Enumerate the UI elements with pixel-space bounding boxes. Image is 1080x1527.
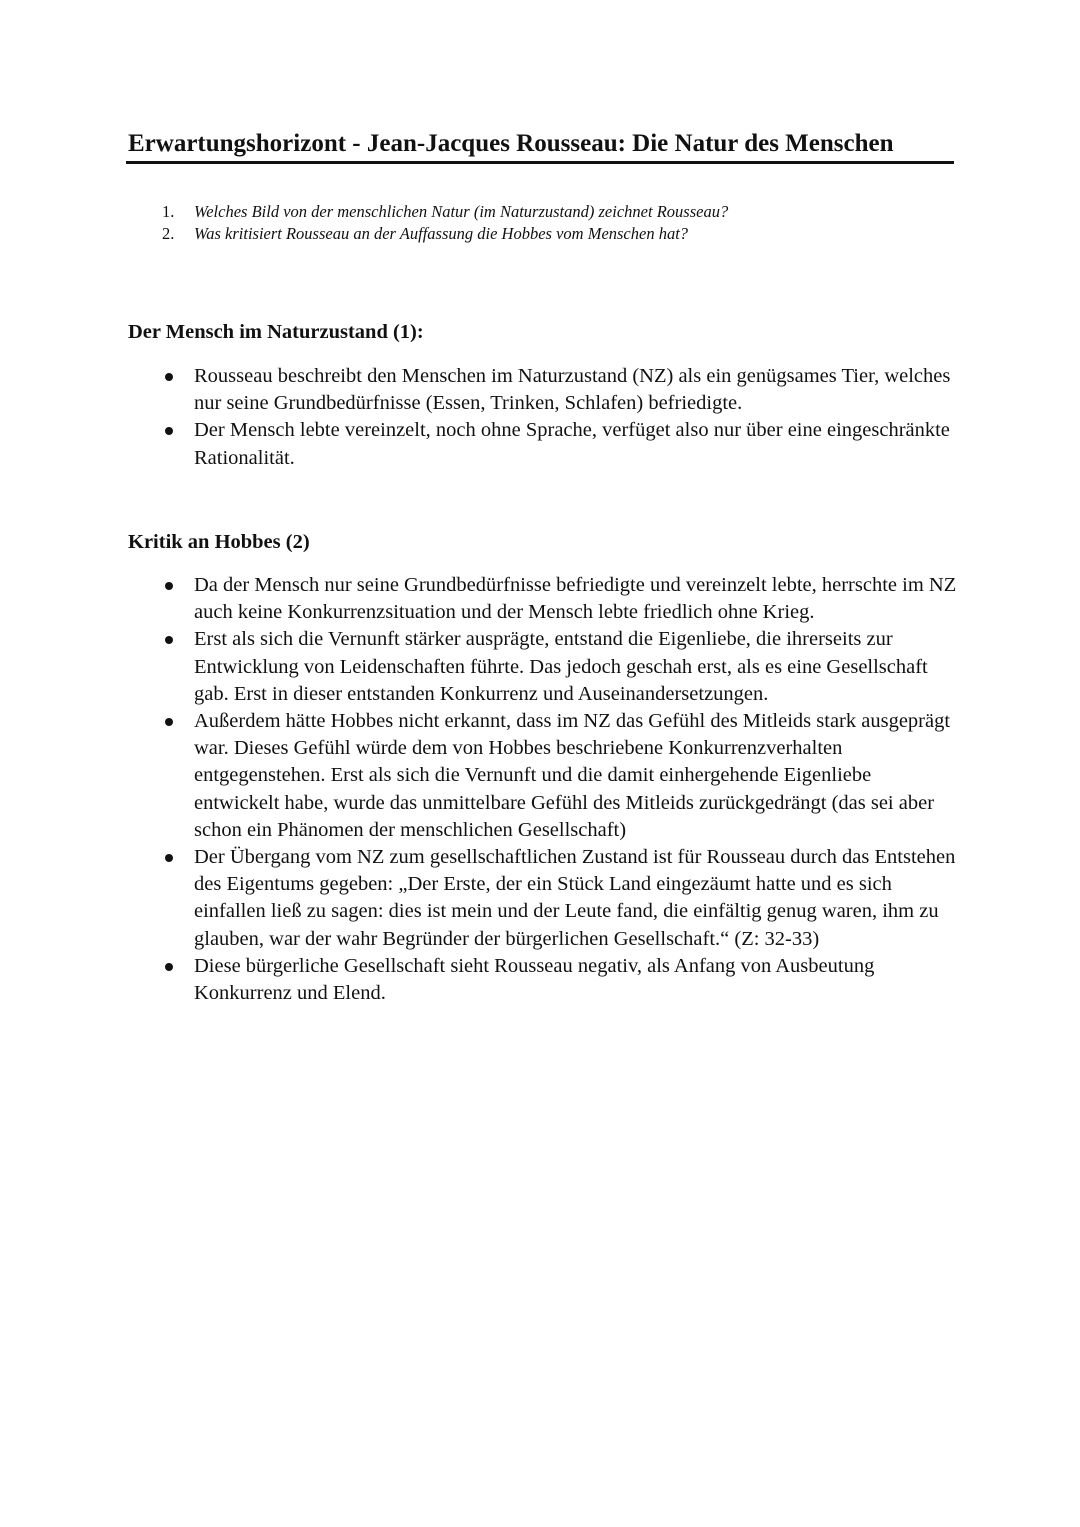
bullet-text: Außerdem hätte Hobbes nicht erkannt, dass im NZ das Gefühl des Mitleids stark ausgeprägt war. Dieses Gefühl würde dem von Hobbes beschriebene Konkurrenzverhalten entgegenstehen. Erst als sich die Vernunft und die damit einhergehende Eigenliebe entwickelt habe, wurde das unmittelbare Gefühl des Mitleids zurückgedrängt (das sei aber schon ein Phänomen der menschlichen Gesellschaft) (194, 710, 951, 841)
bullet-text: Diese bürgerliche Gesellschaft sieht Rousseau negativ, als Anfang von Ausbeutung Konkurrenz und Elend. (194, 954, 875, 1005)
bullet-item (128, 572, 958, 626)
bullet-icon (165, 963, 173, 971)
bullet-item (128, 363, 958, 417)
title-underline (126, 161, 954, 164)
bullet-text: Rousseau beschreibt den Menschen im Naturzustand (NZ) als ein genügsames Tier, welches nur seine Grundbedürfnisse (Essen, Trinken, Schlafen) befriedigte. (194, 365, 951, 415)
section-heading-naturzustand: Der Mensch im Naturzustand (1): (128, 321, 424, 343)
bullet-icon (165, 854, 173, 862)
bullet-icon (165, 373, 173, 381)
question-text: Welches Bild von der menschlichen Natur (im Naturzustand) zeichnet Rousseau? (194, 202, 729, 221)
section-bullets-naturzustand (128, 363, 958, 472)
bullet-text: Erst als sich die Vernunft stärker ausprägte, entstand die Eigenliebe, die ihrerseits zur Entwicklung von Leidenschaften führte. Das jedoch geschah erst, als es eine Gesellschaft gab. Erst in dieser entstanden Konkurrenz und Auseinandersetzungen. (194, 628, 928, 705)
bullet-icon (165, 636, 173, 644)
bullet-text: Der Mensch lebte vereinzelt, noch ohne Sprache, verfüget also nur über eine eingeschränkte Rationalität. (194, 419, 950, 469)
bullet-item (128, 708, 958, 844)
bullet-item (128, 417, 958, 471)
bullet-text: Da der Mensch nur seine Grundbedürfnisse befriedigte und vereinzelt lebte, herrschte im NZ auch keine Konkurrenzsituation und der Mensch lebte friedlich ohne Krieg. (194, 574, 957, 624)
bullet-icon (165, 427, 173, 435)
bullet-icon (165, 718, 173, 726)
bullet-text: Der Übergang vom NZ zum gesellschaftlichen Zustand ist für Rousseau durch das Entstehen des Eigentums gegeben: „Der Erste, der ein Stück Land eingezäumt hatte und es sich einfallen ließ zu sagen: dies ist mein und der Leute fand, die einfältig genug waren, ihm zu glauben, war der wahr Begründer der bürgerlichen Gesellschaft.“ (Z: 32-33) (194, 846, 956, 950)
document-page: Erwartungshorizont - Jean-Jacques Rousseau: Die Natur des Menschen 1. Welches Bild von der menschlichen Natur (im Naturzustand) zeichnet Rousseau? 2. Was kritisiert Rousseau an der Auffassung die Hobbes vom Menschen hat? Der Mensch im Naturzustand (1): Rousseau beschreibt den Menschen im Naturzustand (NZ) als ein genügsames Tier, welches nur seine Grundbedürfnisse (Essen, Trinken, Schlafen) befriedigte. Der Mensch lebte vereinzelt, noch ohne Sprache, verfüget also nur über eine eingeschränkte Rationalität. Kritik an Hobbes (2) Da der Mensch nur seine Grundbedürfnisse befriedigte und vereinzelt lebte, herrschte im NZ auch keine Konkurrenzsituation und der Mensch lebte friedlich ohne Krieg. Erst als sich die Vernunft stärker ausprägte, entstand die Eigenliebe, die ihrerseits zur Entwicklung von Leidenschaften führte. Das jedoch geschah erst, als es eine Gesellschaft gab. Erst in dieser entstanden Konkurrenz und Auseinandersetzungen. Außerdem hätte Hobbes nicht erkannt, dass im NZ das Gefühl des Mitleids stark ausgeprägt war. Dieses Gefühl würde dem von Hobbes beschriebene Konkurrenzverhalten entgegenstehen. Erst als sich die Vernunft und die damit einhergehende Eigenliebe entwickelt habe, wurde das unmittelbare Gefühl des Mitleids zurückgedrängt (das sei aber schon ein Phänomen der menschlichen Gesellschaft) Der Übergang vom NZ zum gesellschaftlichen Zustand ist für Rousseau durch das Entstehen des Eigentums gegeben: „Der Erste, der ein Stück Land eingezäumt hatte und es sich einfallen ließ zu sagen: dies ist mein und der Leute fand, die einfältig genug waren, ihm zu glauben, war der wahr Begründer der bürgerlichen Gesellschaft.“ (Z: 32-33) Diese bürgerliche Gesellschaft sieht Rousseau negativ, als Anfang von Ausbeutung Konkurrenz und Elend. (0, 0, 1080, 1527)
section-bullets-kritik-hobbes (128, 572, 958, 1007)
bullet-item (128, 626, 958, 708)
page-title: Erwartungshorizont - Jean-Jacques Rousseau: Die Natur des Menschen (128, 130, 894, 157)
section-heading-kritik-hobbes: Kritik an Hobbes (2) (128, 531, 310, 553)
question-text: Was kritisiert Rousseau an der Auffassung die Hobbes vom Menschen hat? (194, 224, 689, 243)
bullet-item (128, 844, 958, 953)
bullet-item (128, 953, 958, 1007)
bullet-icon (165, 582, 173, 590)
